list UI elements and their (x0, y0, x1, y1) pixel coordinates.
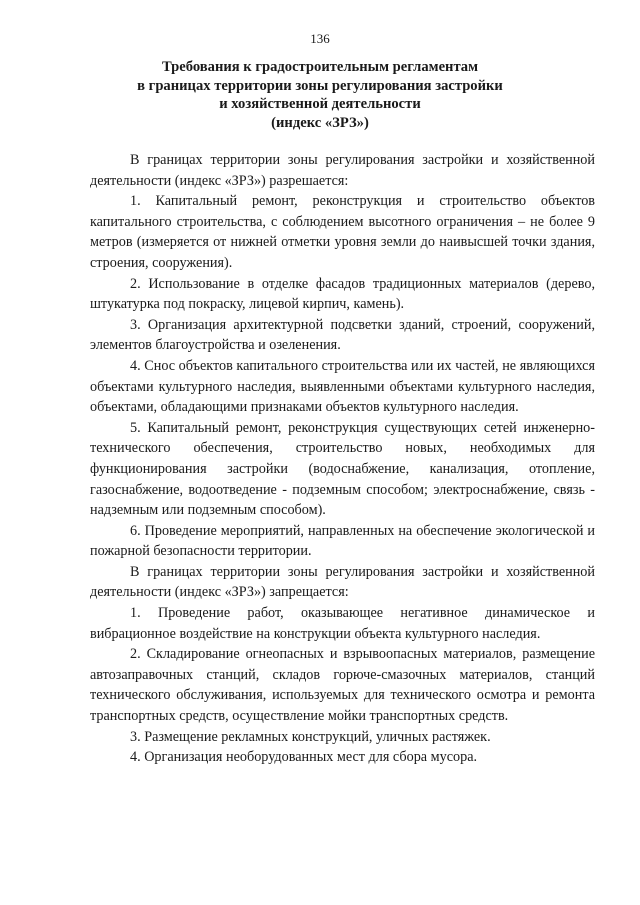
paragraph-permitted-4: 4. Снос объектов капитального строительства или их частей, не являющихся объектами культурного наследия, выявленными объектами культурного наследия, объектами, обладающими признаками объектов культурного наследия. (90, 357, 595, 416)
title-line: (индекс «ЗРЗ») (271, 114, 369, 131)
paragraph-prohibited-4: 4. Организация необорудованных мест для сбора мусора. (130, 749, 478, 766)
paragraph-permitted-2: 2. Использование в отделке фасадов традиционных материалов (дерево, штукатурка под покраску, лицевой кирпич, камень). (90, 275, 595, 313)
document-body (90, 150, 595, 768)
paragraph-prohibited-2: 2. Складирование огнеопасных и взрывоопасных материалов, размещение автозаправочных станций, складов горюче-смазочных материалов, станций технического обслуживания, используемых для технического осмотра и ремонта транспортных средств, осуществление мойки транспортных средств. (90, 646, 595, 725)
title-line: и хозяйственной деятельности (219, 96, 421, 112)
page-number: 136 (310, 31, 330, 46)
title-line: Требования к градостроительным регламентам (161, 59, 479, 75)
paragraph-permitted-3: 3. Организация архитектурной подсветки зданий, строений, сооружений, элементов благоустройства и озеленения. (90, 316, 595, 354)
document-title (100, 58, 540, 132)
paragraph-permitted-intro: В границах территории зоны регулирования застройки и хозяйственной деятельности (индекс «ЗРЗ») разрешается: (90, 152, 595, 189)
paragraph-permitted-1: 1. Капитальный ремонт, реконструкция и строительство объектов капитального строительства, с соблюдением высотного ограничения – не более 9 метров (измеряется от нижней отметки уровня земли до наивысшей точки здания, строения, сооружения). (90, 193, 595, 271)
paragraph-permitted-6: 6. Проведение мероприятий, направленных на обеспечение экологической и пожарной безопасности территории. (90, 522, 595, 560)
paragraph-prohibited-1: 1. Проведение работ, оказывающее негативное динамическое и вибрационное воздействие на конструкции объекта культурного наследия. (90, 605, 595, 642)
title-line: в границах территории зоны регулирования застройки (137, 77, 503, 94)
paragraph-prohibited-3: 3. Размещение рекламных конструкций, уличных растяжек. (130, 728, 491, 745)
paragraph-permitted-5: 5. Капитальный ремонт, реконструкция существующих сетей инженерно-технического обеспечения, строительство новых, необходимых для функционирования застройки (водоснабжение, канализация, отопление, газоснабжение, водоотведение - подземным способом; электроснабжение, связь - надземным или подземным способом). (90, 419, 595, 519)
paragraph-prohibited-intro: В границах территории зоны регулирования застройки и хозяйственной деятельности (индекс «ЗРЗ») запрещается: (90, 563, 595, 601)
